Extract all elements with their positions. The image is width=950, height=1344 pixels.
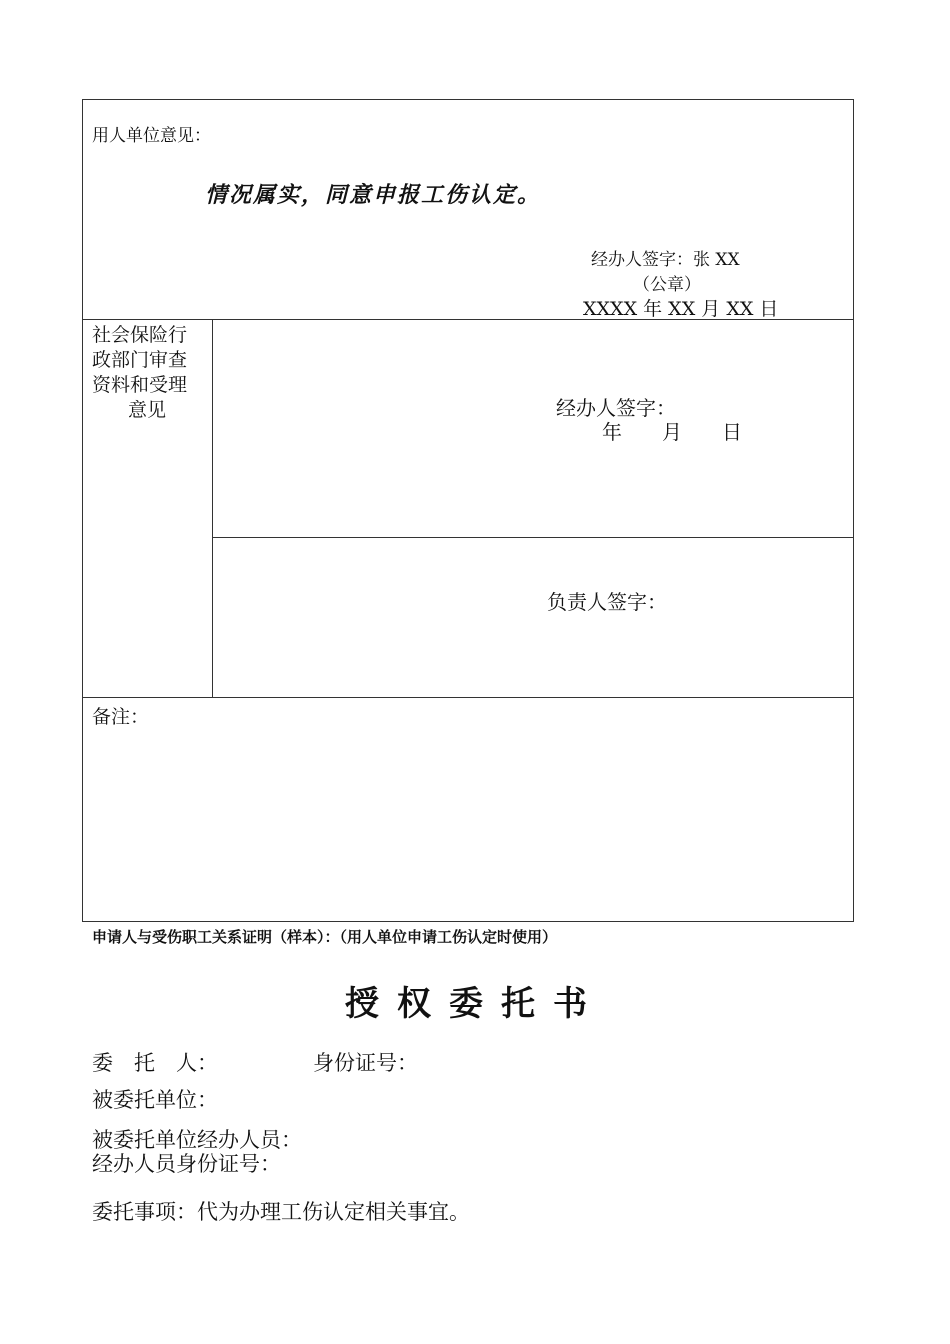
relationship-proof-note: 申请人与受伤职工关系证明（样本）：（用人单位申请工伤认定时使用） — [92, 928, 558, 946]
entrusted-staff-label: 被委托单位经办人员： — [92, 1128, 302, 1152]
row-divider — [213, 537, 854, 538]
page-title: 授权委托书 — [345, 984, 605, 1024]
social-security-label-line: 社会保险行 — [92, 324, 188, 346]
employer-handler-signature: 经办人签字：张 XX — [591, 250, 740, 270]
responsible-person-signature: 负责人签字： — [547, 590, 667, 614]
entrusted-matter — [92, 1196, 470, 1226]
social-security-label-line: 资料和受理 — [92, 374, 188, 396]
social-security-handler-signature: 经办人签字： — [556, 396, 676, 420]
entrusted-matter-value: 代为办理工伤认定相关事宜。 — [197, 1200, 470, 1224]
employer-date: XXXX 年 XX 月 XX 日 — [583, 298, 779, 320]
application-form-table — [82, 99, 854, 922]
remarks-label: 备注： — [92, 706, 150, 728]
row-divider — [82, 697, 854, 698]
social-security-date-line: 年 月 日 — [602, 420, 742, 444]
employer-opinion-handwritten: 情况属实，同意申报工伤认定。 — [205, 182, 542, 208]
entrusted-unit-label: 被委托单位： — [92, 1088, 218, 1112]
staff-id-label: 经办人员身份证号： — [92, 1152, 281, 1176]
employer-opinion-label: 用人单位意见： — [92, 126, 211, 146]
social-security-label-line: 政部门审查 — [92, 349, 188, 371]
social-security-label-line: 意见 — [128, 399, 167, 421]
column-divider — [212, 319, 213, 697]
principal-label: 委 托 人： — [92, 1051, 218, 1075]
official-seal-label: （公章） — [633, 275, 701, 295]
entrusted-matter-label: 委托事项： — [92, 1200, 197, 1224]
id-number-label: 身份证号： — [313, 1051, 418, 1075]
